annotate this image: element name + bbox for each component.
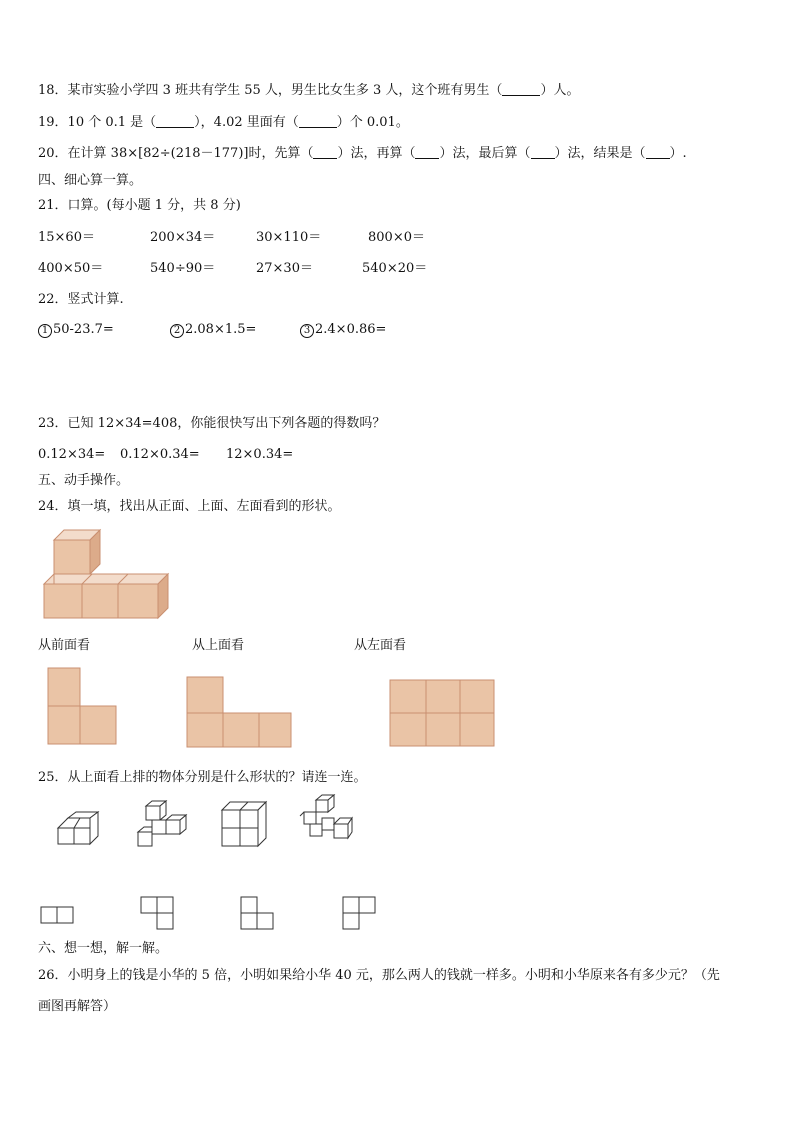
vertical-calc-item: 2 2.08×1.5= [170,321,256,339]
calc-item: 0.12×34= [38,447,106,462]
answer-blank[interactable] [313,145,337,159]
question-23 [38,415,385,433]
answer-blank[interactable] [156,114,194,128]
question-text: ），4.02 里面有（ [194,115,299,130]
answer-blank[interactable] [646,145,670,159]
vertical-calc-item: 1 50-23.7= [38,321,114,339]
section-heading-6: 六、想一想，解一解。 [38,941,169,956]
top-view-figure [185,675,295,749]
question-text: 竖式计算. [67,292,124,307]
answer-blank[interactable] [502,82,540,96]
left-view-figure [388,678,496,748]
mental-math-item: 200×34＝ [150,230,216,245]
cube-stack-figure [40,526,175,622]
mental-math-item: 27×30＝ [256,261,313,276]
calc-item: 0.12×0.34= [120,447,200,462]
question-text: 口算。(每小题 1 分，共 8 分) [67,198,241,213]
mental-math-item: 800×0＝ [368,230,425,245]
question-number: 26． [38,968,68,983]
question-25 [38,769,367,787]
question-19 [38,114,409,132]
question-text: 从上面看上排的物体分别是什么形状的？请连一连。 [67,770,367,785]
calc-item: 12×0.34= [226,447,294,462]
question-text: 在计算 38×[82÷(218－177)]时，先算（ [67,146,314,161]
top-view-shape-2 [140,895,176,933]
question-number: 20． [38,146,68,161]
question-number: 22． [38,292,68,307]
vertical-calc-item: 3 2.4×0.86= [300,321,386,339]
view-caption-top: 从上面看 [192,638,245,653]
question-number: 21． [38,198,68,213]
question-26 [38,967,720,985]
top-view-shape-4 [342,895,378,933]
question-number: 23． [38,416,68,431]
circled-number: 2 [170,324,184,338]
question-24 [38,498,341,516]
question-number: 25． [38,770,68,785]
mental-math-item: 400×50＝ [38,261,104,276]
question-text: ）个 0.01。 [336,115,409,130]
question-26-continued: 画图再解答） [38,999,117,1014]
question-text: ）法，结果是（ [554,146,646,161]
question-text: 某市实验小学四 3 班共有学生 55 人，男生比女生多 3 人，这个班有男生（ [67,83,503,98]
front-view-figure [46,666,118,748]
answer-blank[interactable] [299,114,337,128]
question-21 [38,197,241,215]
block-object-2 [136,800,188,850]
question-text: 10 个 0.1 是（ [67,115,157,130]
question-text: ）. [669,146,687,161]
answer-blank[interactable] [531,145,555,159]
question-text: ）法，再算（ [337,146,416,161]
mental-math-item: 15×60＝ [38,230,95,245]
question-number: 19． [38,115,68,130]
question-text: 填一填，找出从正面、上面、左面看到的形状。 [67,499,341,514]
question-text: 已知 12×34=408，你能很快写出下列各题的得数吗？ [67,416,386,431]
question-text: ）法，最后算（ [439,146,531,161]
question-18 [38,82,579,100]
question-20 [38,145,687,163]
mental-math-item: 540×20＝ [362,261,428,276]
question-number: 18． [38,83,68,98]
circled-number: 3 [300,324,314,338]
mental-math-item: 30×110＝ [256,230,322,245]
view-caption-front: 从前面看 [38,638,91,653]
section-heading-5: 五、动手操作。 [38,473,130,488]
question-text: ）人。 [540,83,580,98]
top-view-shape-1 [40,905,76,925]
view-caption-left: 从左面看 [354,638,407,653]
answer-blank[interactable] [415,145,439,159]
block-object-1 [56,808,104,848]
question-text: 小明身上的钱是小华的 5 倍，小明如果给小华 40 元，那么两人的钱就一样多。小明和小华原来各有多少元？（先 [67,968,720,983]
top-view-shape-3 [240,895,276,933]
question-number: 24． [38,499,68,514]
mental-math-item: 540÷90＝ [150,261,216,276]
section-heading-4: 四、细心算一算。 [38,173,143,188]
question-22 [38,291,124,309]
block-object-4 [298,794,354,850]
circled-number: 1 [38,324,52,338]
block-object-3 [220,800,270,848]
